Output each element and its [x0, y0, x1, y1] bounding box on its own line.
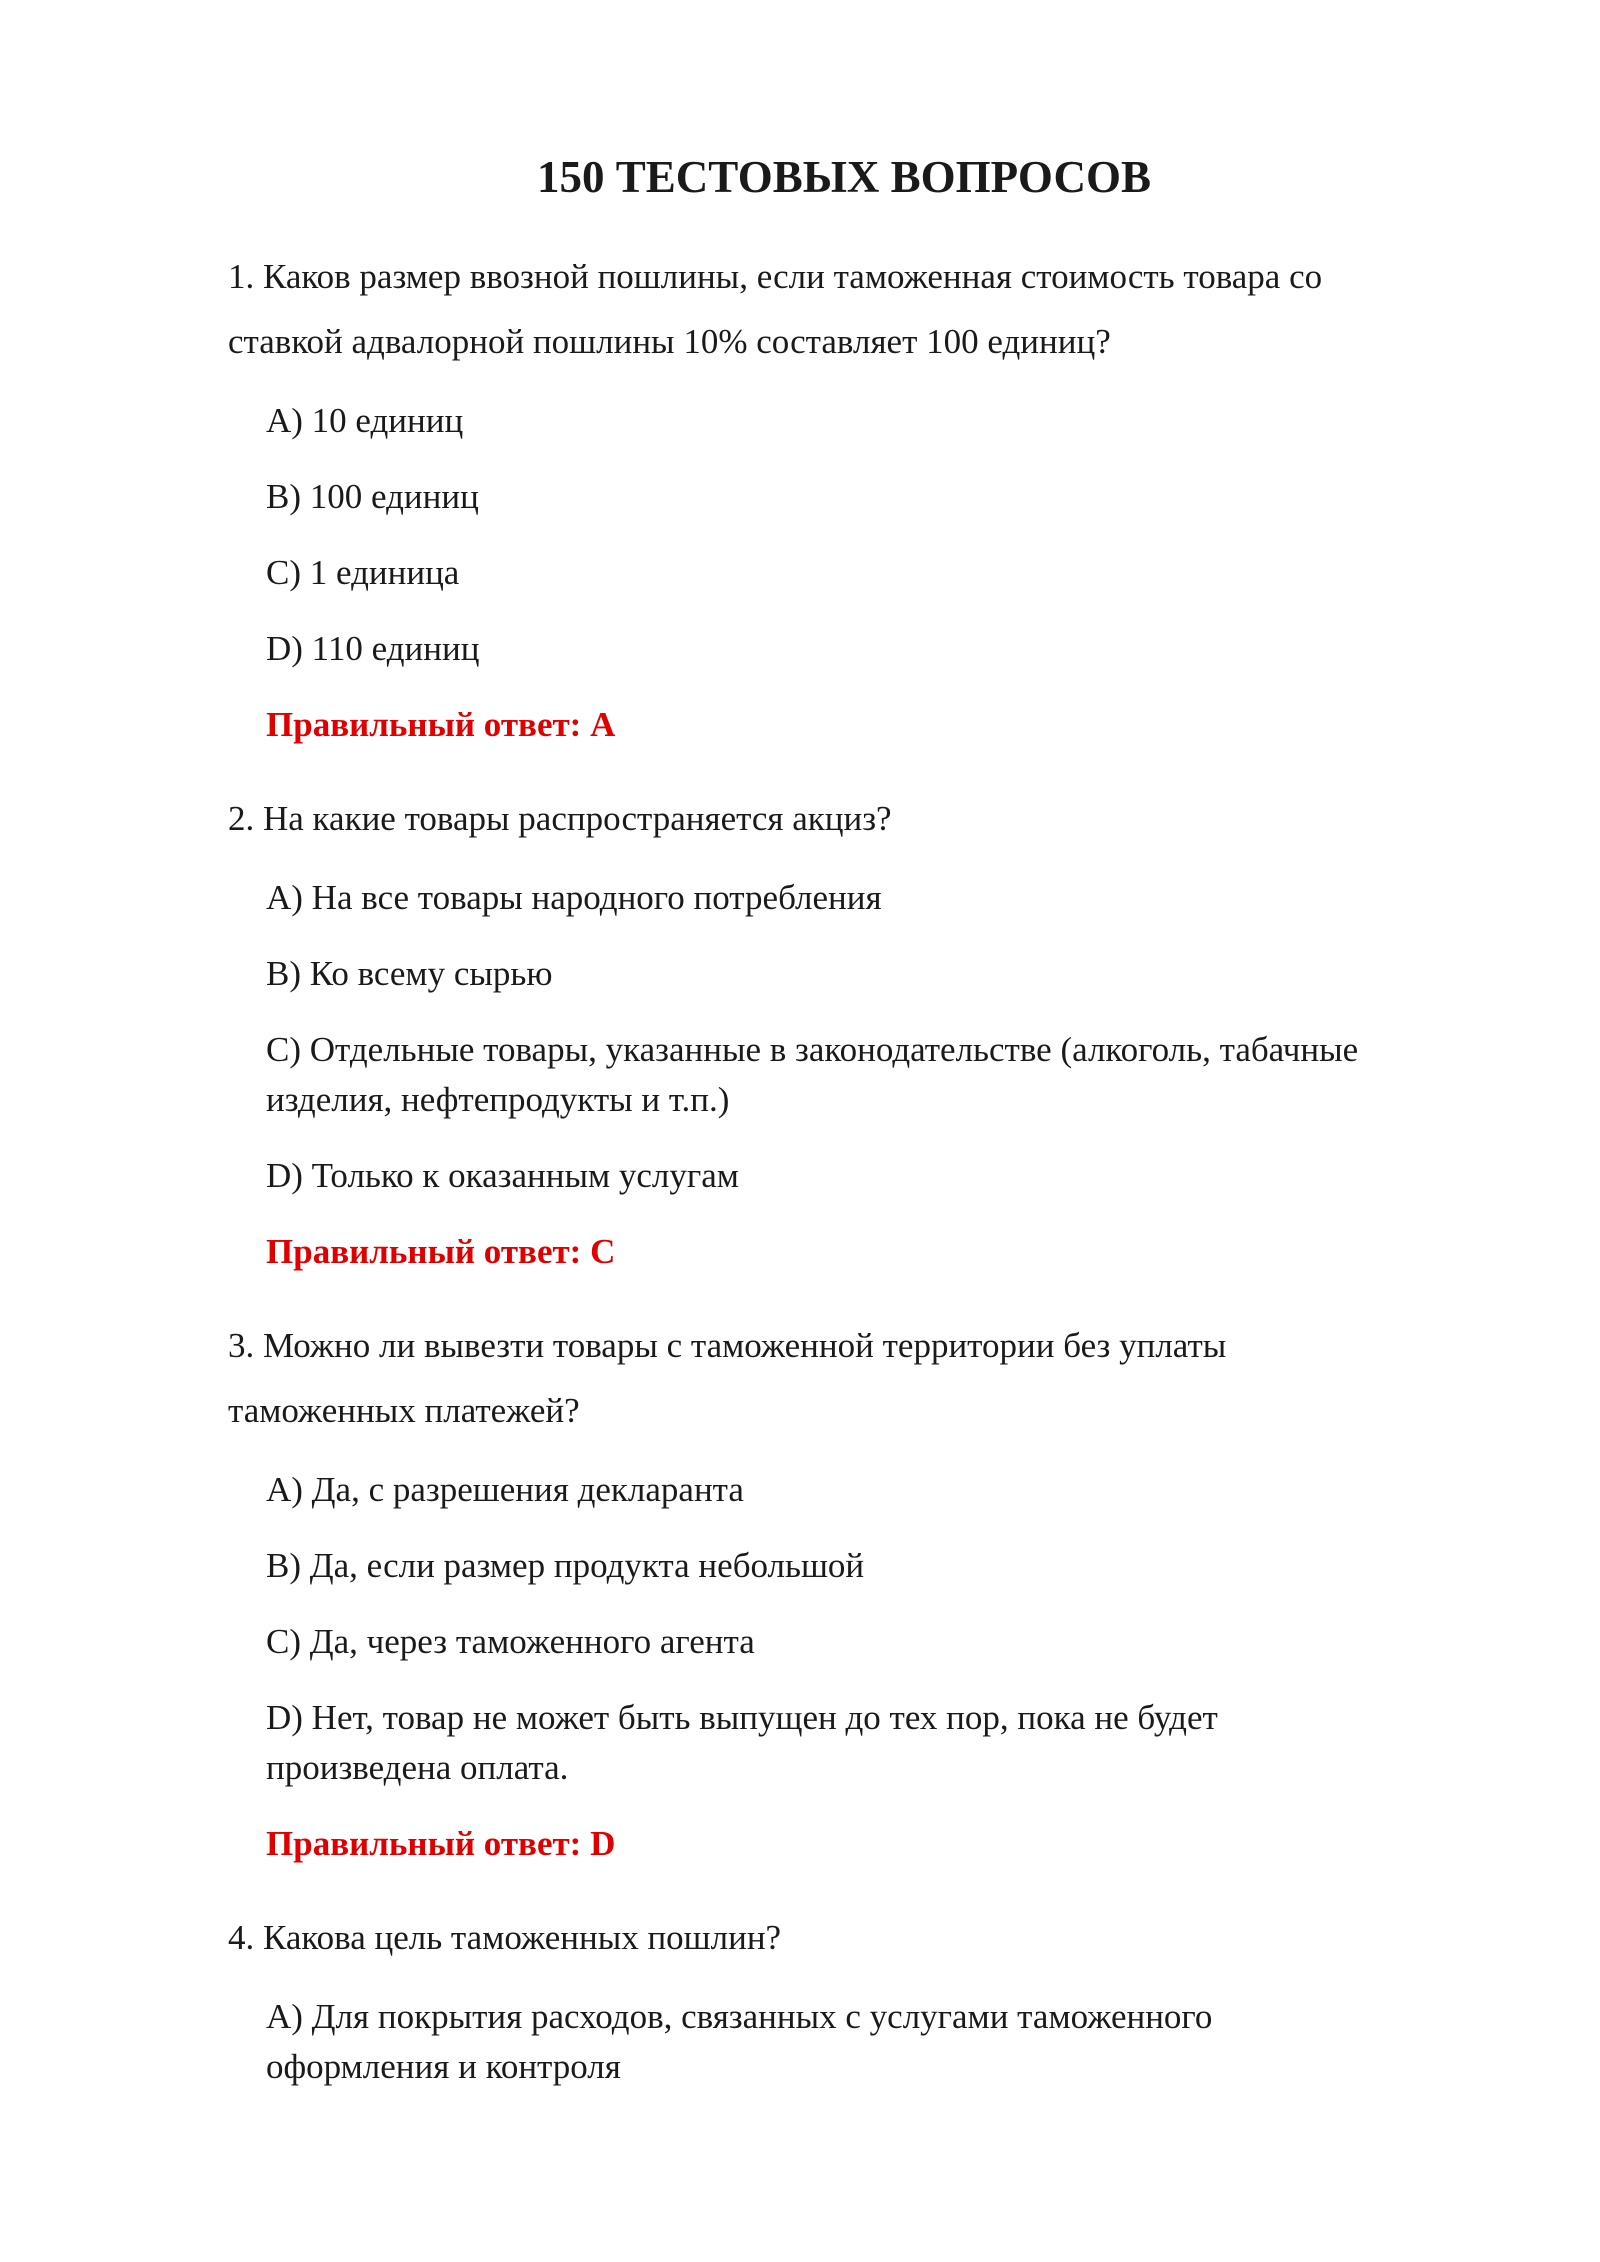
question-1	[228, 244, 1440, 750]
option-a: A) Для покрытия расходов, связанных с услугами таможенного оформления и контроля	[266, 1997, 1213, 2086]
correct-answer: Правильный ответ: D	[266, 1824, 616, 1863]
option-a: A) 10 единиц	[266, 401, 464, 440]
option-b: B) Да, если размер продукта небольшой	[266, 1546, 865, 1585]
options-list	[228, 396, 1440, 674]
option-c: C) Да, через таможенного агента	[266, 1622, 755, 1661]
correct-answer: Правильный ответ: C	[266, 1232, 616, 1271]
question-4	[228, 1905, 1440, 2092]
question-text: 3. Можно ли вывезти товары с таможенной территории без уплаты таможенных платежей?	[228, 1326, 1227, 1430]
option-a: A) Да, с разрешения декларанта	[266, 1470, 744, 1509]
options-list	[228, 873, 1440, 1201]
option-d: D) Только к оказанным услугам	[266, 1156, 739, 1195]
options-list	[228, 1992, 1440, 2092]
option-b: B) 100 единиц	[266, 477, 479, 516]
question-3	[228, 1313, 1440, 1869]
options-list	[228, 1465, 1440, 1793]
option-d: D) 110 единиц	[266, 629, 480, 668]
question-text: 2. На какие товары распространяется акциз?	[228, 799, 892, 838]
option-a: A) На все товары народного потребления	[266, 878, 882, 917]
option-b: B) Ко всему сырью	[266, 954, 553, 993]
question-text: 4. Какова цель таможенных пошлин?	[228, 1918, 782, 1957]
correct-answer: Правильный ответ: A	[266, 705, 616, 744]
question-2	[228, 786, 1440, 1277]
option-c: C) Отдельные товары, указанные в законодательстве (алкоголь, табачные изделия, нефтепродукты и т.п.)	[266, 1030, 1359, 1119]
question-text: 1. Каков размер ввозной пошлины, если таможенная стоимость товара со ставкой адвалорной пошлины 10% составляет 100 единиц?	[228, 257, 1323, 361]
document-title: 150 ТЕСТОВЫХ ВОПРОСОВ	[537, 152, 1151, 202]
option-d: D) Нет, товар не может быть выпущен до тех пор, пока не будет произведена оплата.	[266, 1698, 1218, 1787]
option-c: C) 1 единица	[266, 553, 460, 592]
